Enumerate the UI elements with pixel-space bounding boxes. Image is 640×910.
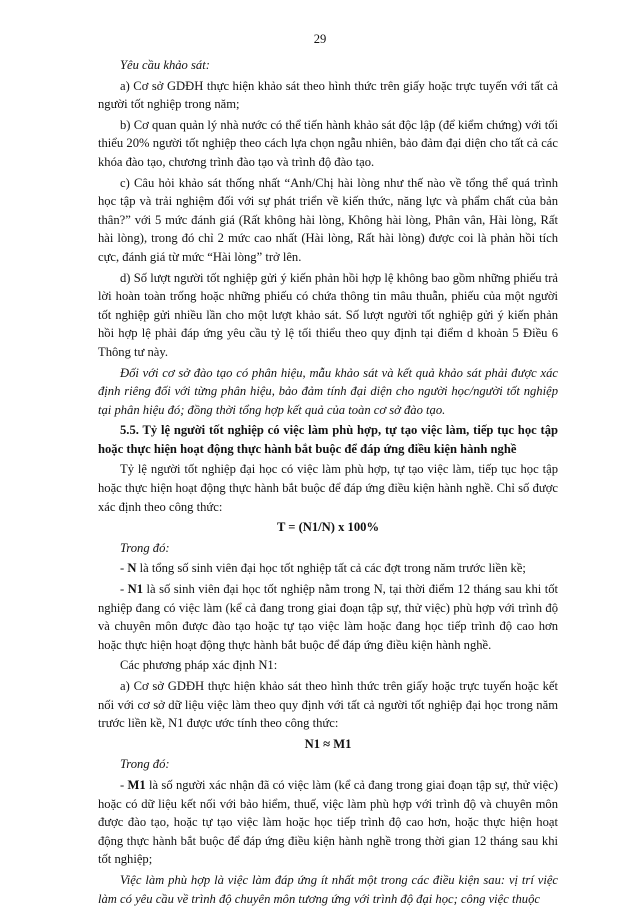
where-label-2: Trong đó: xyxy=(120,757,170,772)
where-label: Trong đó: xyxy=(120,540,170,555)
survey-item-c: c) Câu hỏi khảo sát thống nhất “Anh/Chị hài lòng như thế nào về tổng thể quá trình học tập và trải nghiệm đối với sự phát triển về kiến thức, năng lực và phẩm chất của bản thân?” với 5 mức đánh giá (Rất không hài lòng, Không hài lòng, Phân vân, Hài lòng, Rất hài lòng), trong đó chỉ 2 mức cao nhất (Hài lòng, Rất hài lòng) được coi là phản hồi tích cực, đánh giá từ mức “Hài lòng” trở lên. xyxy=(98,175,558,264)
term-m1: M1 xyxy=(127,777,146,792)
survey-item-a: a) Cơ sở GDĐH thực hiện khảo sát theo hình thức trên giấy hoặc trực tuyến với tất cả người tốt nghiệp trong năm; xyxy=(98,78,558,112)
definition-n: - N là tổng số sinh viên đại học tốt nghiệp tất cả các đợt trong năm trước liền kề; xyxy=(120,561,526,576)
page-body xyxy=(98,56,558,910)
section-intro: Tỷ lệ người tốt nghiệp đại học có việc làm phù hợp, tự tạo việc làm, tiếp tục học tập hoặc thực hiện hoạt động thực hành bắt buộc để đáp ứng điều kiện hành nghề. Chỉ số được xác định theo công thức: xyxy=(98,462,558,514)
definition-m1: - M1 là số người xác nhận đã có việc làm (kể cả đang trong giai đoạn tập sự, thử việc) hoặc có dữ liệu kết nối với bảo hiểm, thuế, việc làm phù hợp với trình độ và chuyên môn được đào tạo, hoặc tự tạo việc làm hoặc học tiếp trình độ cao hơn, hoặc thực hiện hoạt động thực hành bắt buộc để đáp ứng điều kiện hành nghề trong thời gian 12 tháng sau khi tốt nghiệp; xyxy=(98,777,558,867)
definition-m1-text: là số người xác nhận đã có việc làm (kể cả đang trong giai đoạn tập sự, thử việc) hoặc có dữ liệu kết nối với bảo hiểm, thuế, việc làm phù hợp với trình độ và chuyên môn được đào tạo, hoặc tự tạo việc làm hoặc học tiếp trình độ cao hơn, hoặc thực hiện hoạt động thực hành bắt buộc để đáp ứng điều kiện hành nghề trong thời gian 12 tháng sau khi tốt nghiệp; xyxy=(98,777,558,867)
methods-intro: Các phương pháp xác định N1: xyxy=(120,658,278,673)
section-heading: 5.5. Tỷ lệ người tốt nghiệp có việc làm phù hợp, tự tạo việc làm, tiếp tục học tập hoặc thực hiện hoạt động thực hành bắt buộc để đáp ứng điều kiện hành nghề xyxy=(98,423,558,456)
survey-item-d: d) Số lượt người tốt nghiệp gửi ý kiến phản hồi hợp lệ không bao gồm những phiếu trả lời hoàn toàn trống hoặc những phiếu có chứa thông tin mâu thuẫn, phiếu của một người tốt nghiệp gửi nhiều lần cho một lượt khảo sát. Số lượt người tốt nghiệp gửi ý kiến phản hồi hợp lệ phải đáp ứng yêu cầu tỷ lệ tối thiểu theo quy định tại điểm d khoản 5 Điều 6 Thông tư này. xyxy=(98,270,558,359)
definition-n1-text: là số sinh viên đại học tốt nghiệp nằm trong N, tại thời điểm 12 tháng sau khi tốt nghiệp đang có việc làm (kể cả đang trong giai đoạn tập sự, thử việc) phù hợp với trình độ và chuyên môn được đào tạo hoặc tự tạo việc làm hoặc đang học tiếp trình độ cao hơn hoặc thực hiện hoạt động thực hành bắt buộc để đáp ứng điều kiện hành nghề. xyxy=(98,582,559,652)
suitable-job-note: Việc làm phù hợp là việc làm đáp ứng ít nhất một trong các điều kiện sau: vị trí việc làm có yêu cầu về trình độ chuyên môn tương ứng với trình độ đại học; công việc thuộc xyxy=(98,872,558,906)
page-number: 29 xyxy=(313,32,327,46)
survey-requirements-heading: Yêu cầu khảo sát: xyxy=(120,58,210,72)
term-n1: N1 xyxy=(127,582,144,597)
definition-n-text: là tổng số sinh viên đại học tốt nghiệp tất cả các đợt trong năm trước liền kề; xyxy=(136,561,526,576)
survey-item-b: b) Cơ quan quản lý nhà nước có thể tiến hành khảo sát độc lập (để kiểm chứng) với tối thiểu 20% người tốt nghiệp theo cách lựa chọn ngẫu nhiên, bảo đảm đại diện cho tất cả các khóa đào tạo, chương trình đào tạo và trình độ đào tạo. xyxy=(98,117,558,169)
formula-n1: N1 ≈ M1 xyxy=(304,736,352,751)
definition-n1: - N1 là số sinh viên đại học tốt nghiệp nằm trong N, tại thời điểm 12 tháng sau khi tốt nghiệp đang có việc làm (kể cả đang trong giai đoạn tập sự, thử việc) phù hợp với trình độ và chuyên môn được đào tạo hoặc tự tạo việc làm hoặc đang học tiếp trình độ cao hơn hoặc thực hiện hoạt động thực hành bắt buộc để đáp ứng điều kiện hành nghề. xyxy=(98,582,559,652)
method-a: a) Cơ sở GDĐH thực hiện khảo sát theo hình thức trên giấy hoặc trực tuyến hoặc kết nối với cơ sở dữ liệu việc làm theo quy định với tất cả người tốt nghiệp đại học trong năm trước liền kề, N1 được ước tính theo công thức: xyxy=(98,679,558,731)
term-n: N xyxy=(127,561,137,576)
branch-campus-note: Đối với cơ sở đào tạo có phân hiệu, mẫu khảo sát và kết quả khảo sát phải được xác định riêng đối với từng phân hiệu, bảo đảm tính đại diện cho người học/người tốt nghiệp tại phân hiệu đó; đồng thời tổng hợp kết quả của toàn cơ sở đào tạo. xyxy=(98,365,558,417)
formula-t: T = (N1/N) x 100% xyxy=(276,520,380,535)
